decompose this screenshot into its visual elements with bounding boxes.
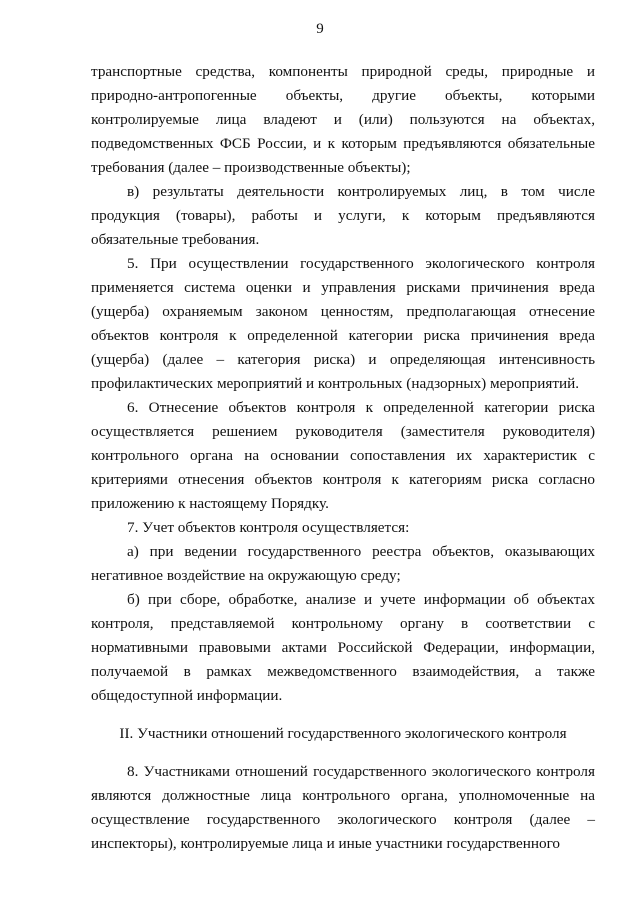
page-number: 9 — [316, 21, 324, 37]
paragraph-6: 6. Отнесение объектов контроля к определенной категории риска осуществляется решением руководителя (заместителя руководителя) контрольного органа на основании сопоставления их характеристик с критериями отнесения объектов контроля к категориям риска согласно приложению к настоящему Порядку. — [91, 399, 595, 512]
paragraph-item-v: в) результаты деятельности контролируемых лиц, в том числе продукция (товары), работы и услуги, к которым предъявляются обязательные требования. — [91, 183, 595, 248]
paragraph-continuation: транспортные средства, компоненты природной среды, природные и природно-антропогенные объекты, другие объекты, которыми контролируемые лица владеют и (или) пользуются на объектах, подведомственных ФСБ России, и к которым предъявляются обязательные требования (далее – производственные объекты); — [91, 63, 595, 176]
paragraph-8: 8. Участниками отношений государственного экологического контроля являются должностные лица контрольного органа, уполномоченные на осуществление государственного экологического контроля (далее – инспекторы), контролируемые лица и иные участники государственного — [91, 763, 595, 852]
document-body — [91, 60, 595, 856]
section-heading: II. Участники отношений государственного экологического контроля — [119, 725, 567, 742]
paragraph-5: 5. При осуществлении государственного экологического контроля применяется система оценки и управления рисками причинения вреда (ущерба) охраняемым законом ценностям, предполагающая отнесение объектов контроля к определенной категории риска причинения вреда (ущерба) (далее – категория риска) и определяющая интенсивность профилактических мероприятий и контрольных (надзорных) мероприятий. — [91, 255, 595, 392]
paragraph-item-a: а) при ведении государственного реестра объектов, оказывающих негативное воздействие на окружающую среду; — [91, 543, 595, 584]
paragraph-item-b: б) при сборе, обработке, анализе и учете информации об объектах контроля, представляемой контрольному органу в соответствии с нормативными правовыми актами Российской Федерации, информации, получаемой в рамках межведомственного взаимодействия, а также общедоступной информации. — [91, 591, 595, 704]
paragraph-7: 7. Учет объектов контроля осуществляется: — [127, 519, 410, 536]
